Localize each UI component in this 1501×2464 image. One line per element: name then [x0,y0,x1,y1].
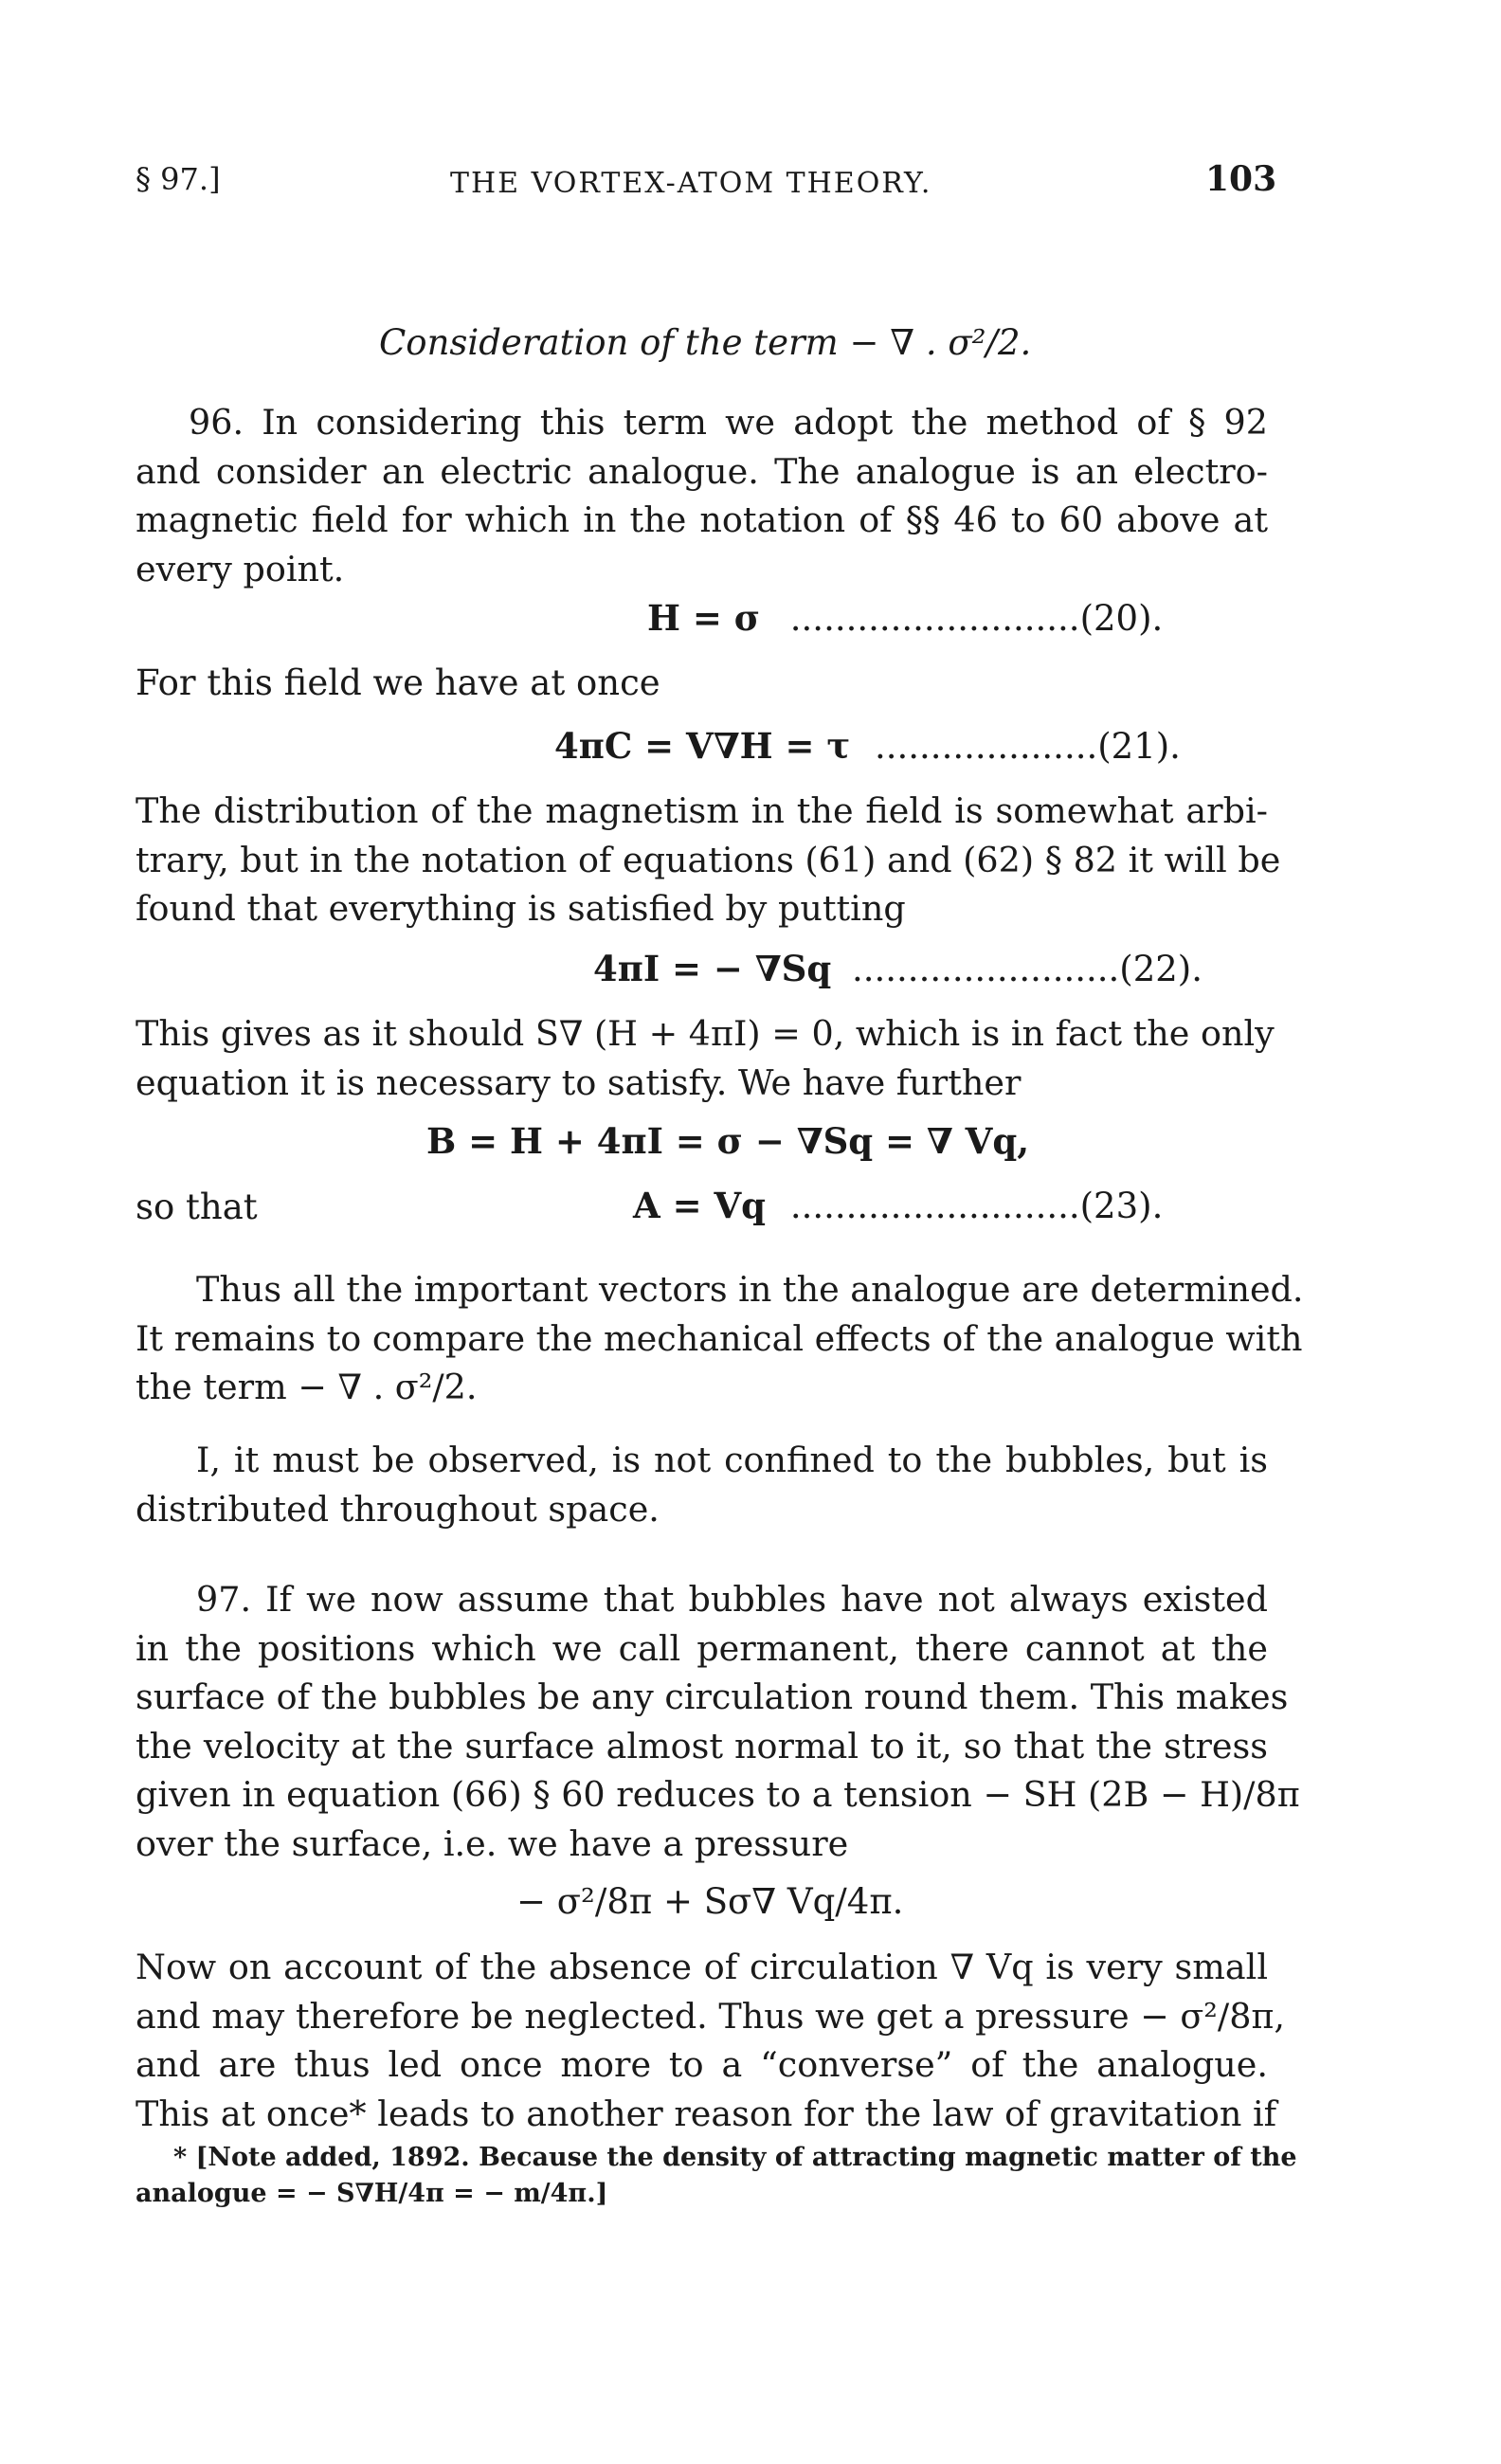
text-line: found that everything is satisfied by putting [136,888,906,929]
paragraph-thus [136,1265,1304,1412]
equation-number: (22). [1119,949,1203,989]
text-line: over the surface, i.e. we have a pressure [136,1822,849,1864]
header-section: § 97.] [136,161,221,197]
equation-22 [593,948,1203,989]
text-line: I, it must be observed, is not confined to the bubbles, but is [196,1440,1268,1480]
page-number: 103 [1205,159,1277,199]
footnote [136,2140,1297,2212]
text-line: 96. In considering this term we adopt the method of § 92 [189,402,1268,443]
paragraph-distribution [136,787,1281,933]
equation-21 [554,725,1181,767]
text-line: and are thus led once more to a “converse” of the analogue. [136,2044,1268,2085]
footnote-line: * [Note added, 1892. Because the density of attracting magnetic matter of the [173,2143,1297,2172]
equation-20 [647,597,1163,639]
paragraph-I [136,1436,1268,1533]
equation-lhs: H = σ [647,597,761,639]
text-line: Now on account of the absence of circulation ∇ Vq is very small [136,1947,1268,1987]
text-line: It remains to compare the mechanical effects of the analogue with [136,1317,1303,1359]
text-line: This gives as it should S∇ (H + 4πI) = 0, which is in fact the only [136,1013,1275,1054]
text-line: the velocity at the surface almost normal to it, so that the stress [136,1725,1268,1766]
equation-pressure: − σ²/8π + Sσ∇ Vq/4π. [516,1881,904,1922]
text-line: magnetic field for which in the notation of §§ 46 to 60 above at [136,499,1268,540]
text-line: 97. If we now assume that bubbles have not always existed [196,1579,1268,1620]
text-line: trary, but in the notation of equations (61) and (62) § 82 it will be [136,839,1281,880]
text-line: in the positions which we call permanent, there cannot at the [136,1627,1268,1669]
text-line: The distribution of the magnetism in the field is somewhat arbi- [136,790,1268,831]
text-line: surface of the bubbles be any circulation round them. This makes [136,1676,1289,1717]
text-line: and may therefore be neglected. Thus we get a pressure − σ²/8π, [136,1995,1286,2037]
equation-number: (20). [1079,598,1164,639]
text-line: given in equation (66) § 60 reduces to a tension − SH (2B − H)/8π [136,1774,1300,1815]
equation-number: (21). [1097,726,1181,767]
subheading: Consideration of the term − ∇ . σ²/2. [379,322,1032,363]
text-line: distributed throughout space. [136,1488,660,1530]
paragraph-now [136,1943,1286,2138]
text-line: and consider an electric analogue. The analogue is an electro- [136,450,1268,492]
text-line: every point. [136,548,345,589]
footnote-line: analogue = − S∇H/4π = − m/4π.] [136,2179,608,2208]
paragraph-96 [136,398,1268,593]
leader-dots: .......................... [789,598,1080,639]
equation-lhs: 4πC = V∇H = τ [554,725,851,767]
leader-dots: .......................... [789,1186,1080,1226]
leader-dots: ........................ [852,949,1120,989]
text-line: so that [136,1187,258,1227]
equation-lhs: A = Vq [633,1185,767,1226]
paragraph-97 [136,1575,1300,1868]
text-line: For this field we have at once [136,662,660,703]
header-title: THE VORTEX-ATOM THEORY. [450,167,932,200]
equation-lhs: 4πI = − ∇Sq [593,948,832,989]
equation-23 [633,1185,1163,1226]
text-line: the term − ∇ . σ²/2. [136,1367,478,1407]
text-line: equation it is necessary to satisfy. We have further [136,1061,1022,1103]
equation-number: (23). [1079,1186,1164,1226]
paragraph-gives [136,1009,1275,1107]
equation-B: B = H + 4πI = σ − ∇Sq = ∇ Vq, [426,1120,1030,1162]
text-line: Thus all the important vectors in the analogue are determined. [196,1269,1304,1310]
leader-dots: .................... [875,726,1098,767]
text-line: This at once* leads to another reason for the law of gravitation if [136,2093,1277,2134]
